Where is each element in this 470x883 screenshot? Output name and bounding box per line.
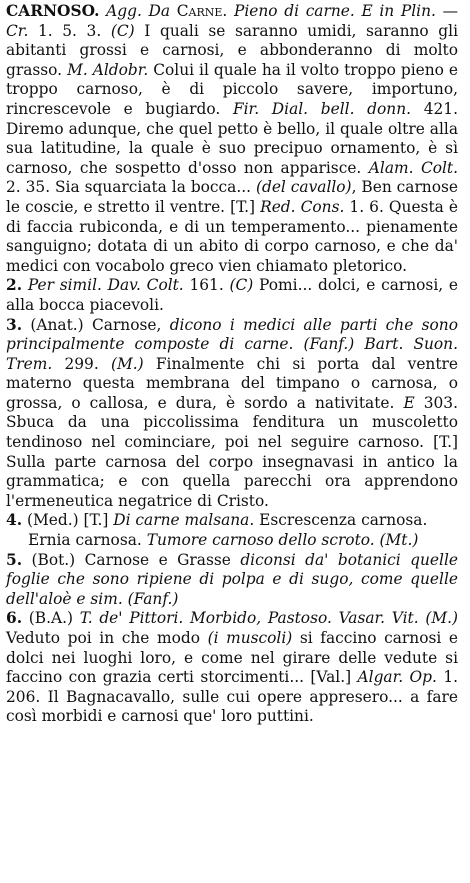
text-run: 1. 5. 3.: [28, 21, 111, 40]
entry-paragraph-p6: [6, 609, 458, 727]
text-run: Algar. Op.: [357, 668, 437, 687]
entry-paragraph-p4: [6, 511, 458, 531]
text-run: (i muscoli): [207, 629, 293, 647]
text-run: E: [403, 393, 415, 412]
text-run: 303. Sbuca da una piccolissima fenditura un muscoletto tendinoso nel cominciare, poi nel seguire carnoso. [T.] Sulla parte carnosa del corpo insegnavasi in antico la grammatica; e con quella parecchi ora apprendono l'ermeneutica negatrice di Cristo.: [6, 393, 458, 510]
entry-paragraph-p3: [6, 316, 458, 512]
text-run: Red. Cons.: [260, 197, 345, 216]
text-run: Carne: [176, 2, 223, 20]
text-run: 299.: [52, 354, 111, 373]
text-run: M. Aldobr.: [67, 60, 149, 79]
text-run: T. de' Pittori. Morbido, Pastoso. Vasar. Vit. (M.): [79, 609, 458, 628]
text-run: .: [222, 2, 234, 20]
text-run: Ernia carnosa.: [28, 531, 147, 550]
text-run: (Anat.) Carnose,: [22, 315, 170, 334]
text-run: Cr.: [6, 21, 29, 40]
text-run: (C): [110, 21, 135, 40]
text-run: Per simil. Dav. Colt.: [27, 276, 184, 295]
text-run: Veduto poi in che modo: [6, 629, 208, 647]
entry-paragraph-p1: [6, 2, 458, 276]
text-run: Pomi... dolci, e carnosi, e alla bocca piacevoli.: [6, 276, 458, 314]
sense-number: 2.: [6, 276, 23, 295]
text-run: 161.: [183, 276, 230, 295]
dictionary-entry: [6, 2, 458, 727]
sense-number: 5.: [6, 550, 23, 569]
text-run: (M.): [110, 354, 144, 373]
text-run: 1. 206. Il Bagnacavallo, sulle cui opere appresero... a fare così morbidi e carnosi que' loro puttini.: [6, 668, 459, 726]
entry-paragraph-p5: [6, 551, 458, 610]
entry-paragraph-p2: [6, 276, 458, 315]
text-run: dicono i medici alle parti che sono principalmente composte di carne. (Fanf.) Bart. Suon. Trem.: [6, 315, 458, 373]
entry-paragraph-p4b: [6, 531, 458, 551]
text-run: Alam. Colt.: [368, 158, 458, 177]
text-run: (Bot.) Carnose e Grasse: [22, 550, 241, 569]
text-run: (del cavallo): [255, 178, 352, 197]
text-run: Di carne malsana.: [113, 511, 255, 530]
text-run: Finalmente chi si porta dal ventre materno questa membrana del timpano o carnosa, o grossa, o callosa, e dura, è sordo a nativitate.: [6, 354, 458, 412]
text-run: Agg. Da: [106, 2, 177, 20]
text-run: Tumore carnoso dello scroto. (Mt.): [146, 531, 419, 550]
text-run: (B.A.): [22, 609, 80, 628]
text-run: (Med.) [T.]: [22, 511, 114, 530]
sense-number: 4.: [6, 511, 23, 530]
text-run: Escrescenza carnosa.: [254, 511, 428, 530]
sense-number: 3.: [6, 315, 23, 334]
text-run: diconsi da' botanici quelle foglie che sono ripiene di polpa e di sugo, come quelle dell'aloè e sim. (Fanf.): [6, 550, 458, 608]
sense-number: 6.: [6, 609, 23, 628]
text-run: Colui il quale ha il volto troppo pieno e troppo carnoso, è di piccolo savere, importuno, rincrescevole e bugiardo.: [6, 60, 459, 118]
text-run: 421. Diremo adunque, che quel petto è bello, il quale oltre alla sua latitudine, la quale è suo precipuo ornamento, è sì carnoso, che sospetto d'osso non apparisce.: [6, 99, 458, 177]
text-run: —: [435, 2, 458, 20]
text-run: si faccino carnosi e dolci nei luoghi loro, e come nel girare delle vedute si faccino con grazia certi storcimenti... [Val.]: [6, 629, 458, 687]
text-run: 1. 6. Questa è di faccia rubiconda, e di un temperamento... pienamente sanguigno; dotata di un abito di corpo carnoso, e che da' medici con vocabolo greco vien chiamato pletorico.: [6, 197, 458, 275]
text-run: I quali se saranno umidi, saranno gli abitanti grossi e carnosi, e abbonderanno di molto grasso.: [6, 21, 459, 79]
text-run: Fir. Dial. bell. donn.: [232, 99, 412, 118]
text-run: , Ben carnose le coscie, e stretto il ventre. [T.]: [6, 178, 458, 216]
text-run: 2. 35. Sia squarciata la bocca...: [6, 178, 256, 197]
text-run: Pieno di carne. E in Plin.: [233, 2, 436, 20]
sense-number: CARNOSO.: [6, 2, 100, 20]
text-run: (C): [229, 276, 254, 295]
